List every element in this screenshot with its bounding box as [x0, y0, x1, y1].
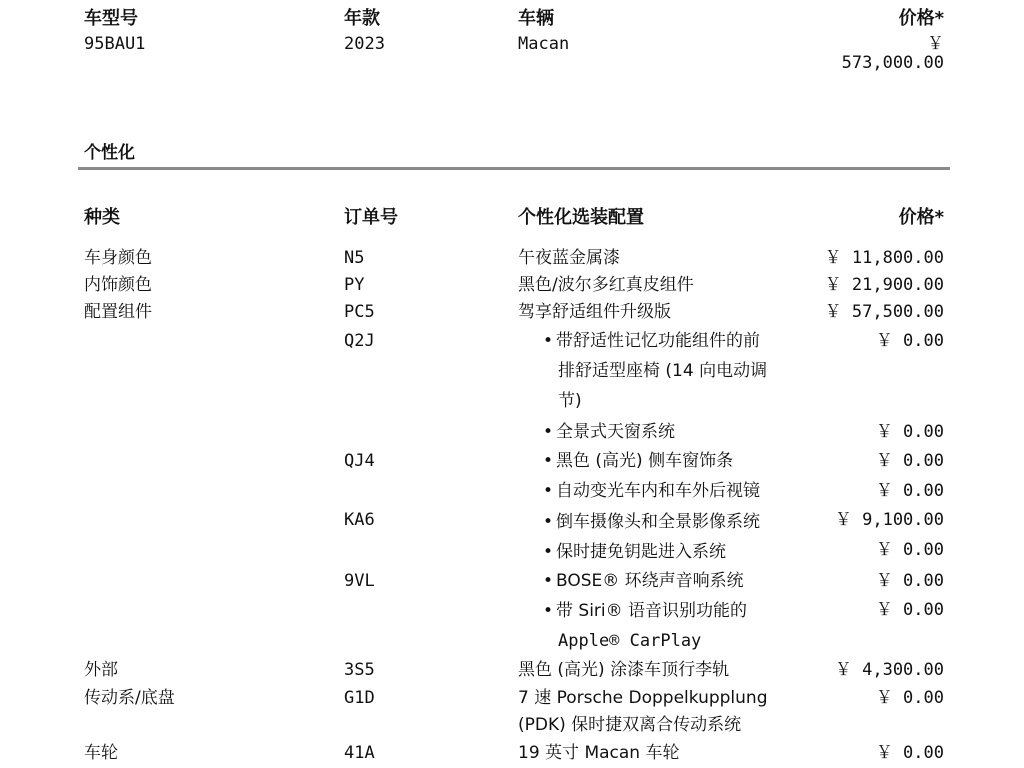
category-header: 种类: [84, 207, 120, 228]
row-code: G1D: [344, 688, 375, 708]
sub-code: KA6: [344, 510, 375, 530]
vehicle-value: Macan: [518, 34, 570, 54]
row-price: ￥ 21,900.00: [824, 275, 944, 295]
bullet-icon: •: [542, 601, 554, 621]
sub-price: ￥ 0.00: [875, 571, 944, 591]
sub-code: QJ4: [344, 451, 375, 471]
sub-price: ￥ 0.00: [875, 451, 944, 471]
row-category: 内饰颜色: [84, 275, 152, 295]
sub-price: ￥ 0.00: [875, 331, 944, 351]
year-header: 年款: [344, 8, 380, 29]
section-divider: [78, 167, 950, 170]
sub-line1: • BOSE® 环绕声音响系统: [540, 567, 744, 595]
row-code: PC5: [344, 302, 375, 322]
row-price: ￥ 0.00: [875, 743, 944, 763]
sub-line1: • 自动变光车内和车外后视镜: [540, 477, 760, 505]
row-code: N5: [344, 248, 365, 268]
sub-line1: • 全景式天窗系统: [540, 418, 675, 446]
row-code: 41A: [344, 743, 375, 763]
row-option: 黑色 (高光) 涂漆车顶行李轨: [518, 660, 730, 680]
row-price: ￥ 57,500.00: [824, 302, 944, 322]
row-option: 黑色/波尔多红真皮组件: [518, 275, 694, 295]
sub-price: ￥ 0.00: [875, 600, 944, 620]
section-title: 个性化: [84, 143, 135, 163]
option-price-header: 价格*: [898, 207, 944, 228]
row-option: 驾享舒适组件升级版: [518, 302, 671, 322]
model-code-value: 95BAU1: [84, 34, 146, 54]
row-option: 午夜蓝金属漆: [518, 248, 620, 268]
row-category: 配置组件: [84, 302, 152, 322]
vehicle-header: 车辆: [518, 8, 554, 29]
model-code-header: 车型号: [84, 8, 138, 29]
bullet-icon: •: [542, 571, 554, 591]
sub-line1: • 倒车摄像头和全景影像系统: [540, 508, 760, 536]
sub-price: ￥ 0.00: [875, 540, 944, 560]
sub-line2: 排舒适型座椅 (14 向电动调: [558, 361, 768, 381]
sub-price: ￥ 9,100.00: [834, 510, 944, 530]
sub-price: ￥ 0.00: [875, 422, 944, 442]
sub-code: Q2J: [344, 331, 375, 351]
row-price: ￥ 11,800.00: [824, 248, 944, 268]
sub-line1: • 黑色 (高光) 侧车窗饰条: [540, 447, 733, 475]
sub-line2: Apple® CarPlay: [558, 631, 702, 651]
row-price: ￥ 0.00: [875, 688, 944, 708]
bullet-icon: •: [542, 481, 554, 501]
row-option: 19 英寸 Macan 车轮: [518, 743, 680, 763]
row-code: 3S5: [344, 660, 375, 680]
row-category: 车轮: [84, 743, 118, 763]
row-option-line1: 7 速 Porsche Doppelkupplung: [518, 688, 768, 708]
bullet-icon: •: [542, 422, 554, 442]
bullet-icon: •: [542, 542, 554, 562]
option-header: 个性化选装配置: [518, 207, 644, 228]
sub-line1: • 带 Siri® 语音识别功能的: [540, 597, 747, 625]
bullet-icon: •: [542, 331, 554, 351]
base-price-value: 573,000.00: [841, 53, 944, 73]
sub-code: 9VL: [344, 571, 375, 591]
sub-line3: 节): [558, 391, 582, 411]
sub-line1: • 带舒适性记忆功能组件的前: [540, 327, 760, 355]
year-value: 2023: [344, 34, 385, 54]
bullet-icon: •: [542, 512, 554, 532]
row-category: 传动系/底盘: [84, 688, 175, 708]
row-price: ￥ 4,300.00: [834, 660, 944, 680]
price-currency: ￥: [927, 34, 944, 54]
row-category: 外部: [84, 660, 118, 680]
sub-line1: • 保时捷免钥匙进入系统: [540, 538, 726, 566]
sub-price: ￥ 0.00: [875, 481, 944, 501]
row-code: PY: [344, 275, 365, 295]
row-category: 车身颜色: [84, 248, 152, 268]
row-option-line2: (PDK) 保时捷双离合传动系统: [518, 715, 742, 735]
order-no-header: 订单号: [344, 207, 398, 228]
bullet-icon: •: [542, 451, 554, 471]
price-header: 价格*: [898, 8, 944, 29]
